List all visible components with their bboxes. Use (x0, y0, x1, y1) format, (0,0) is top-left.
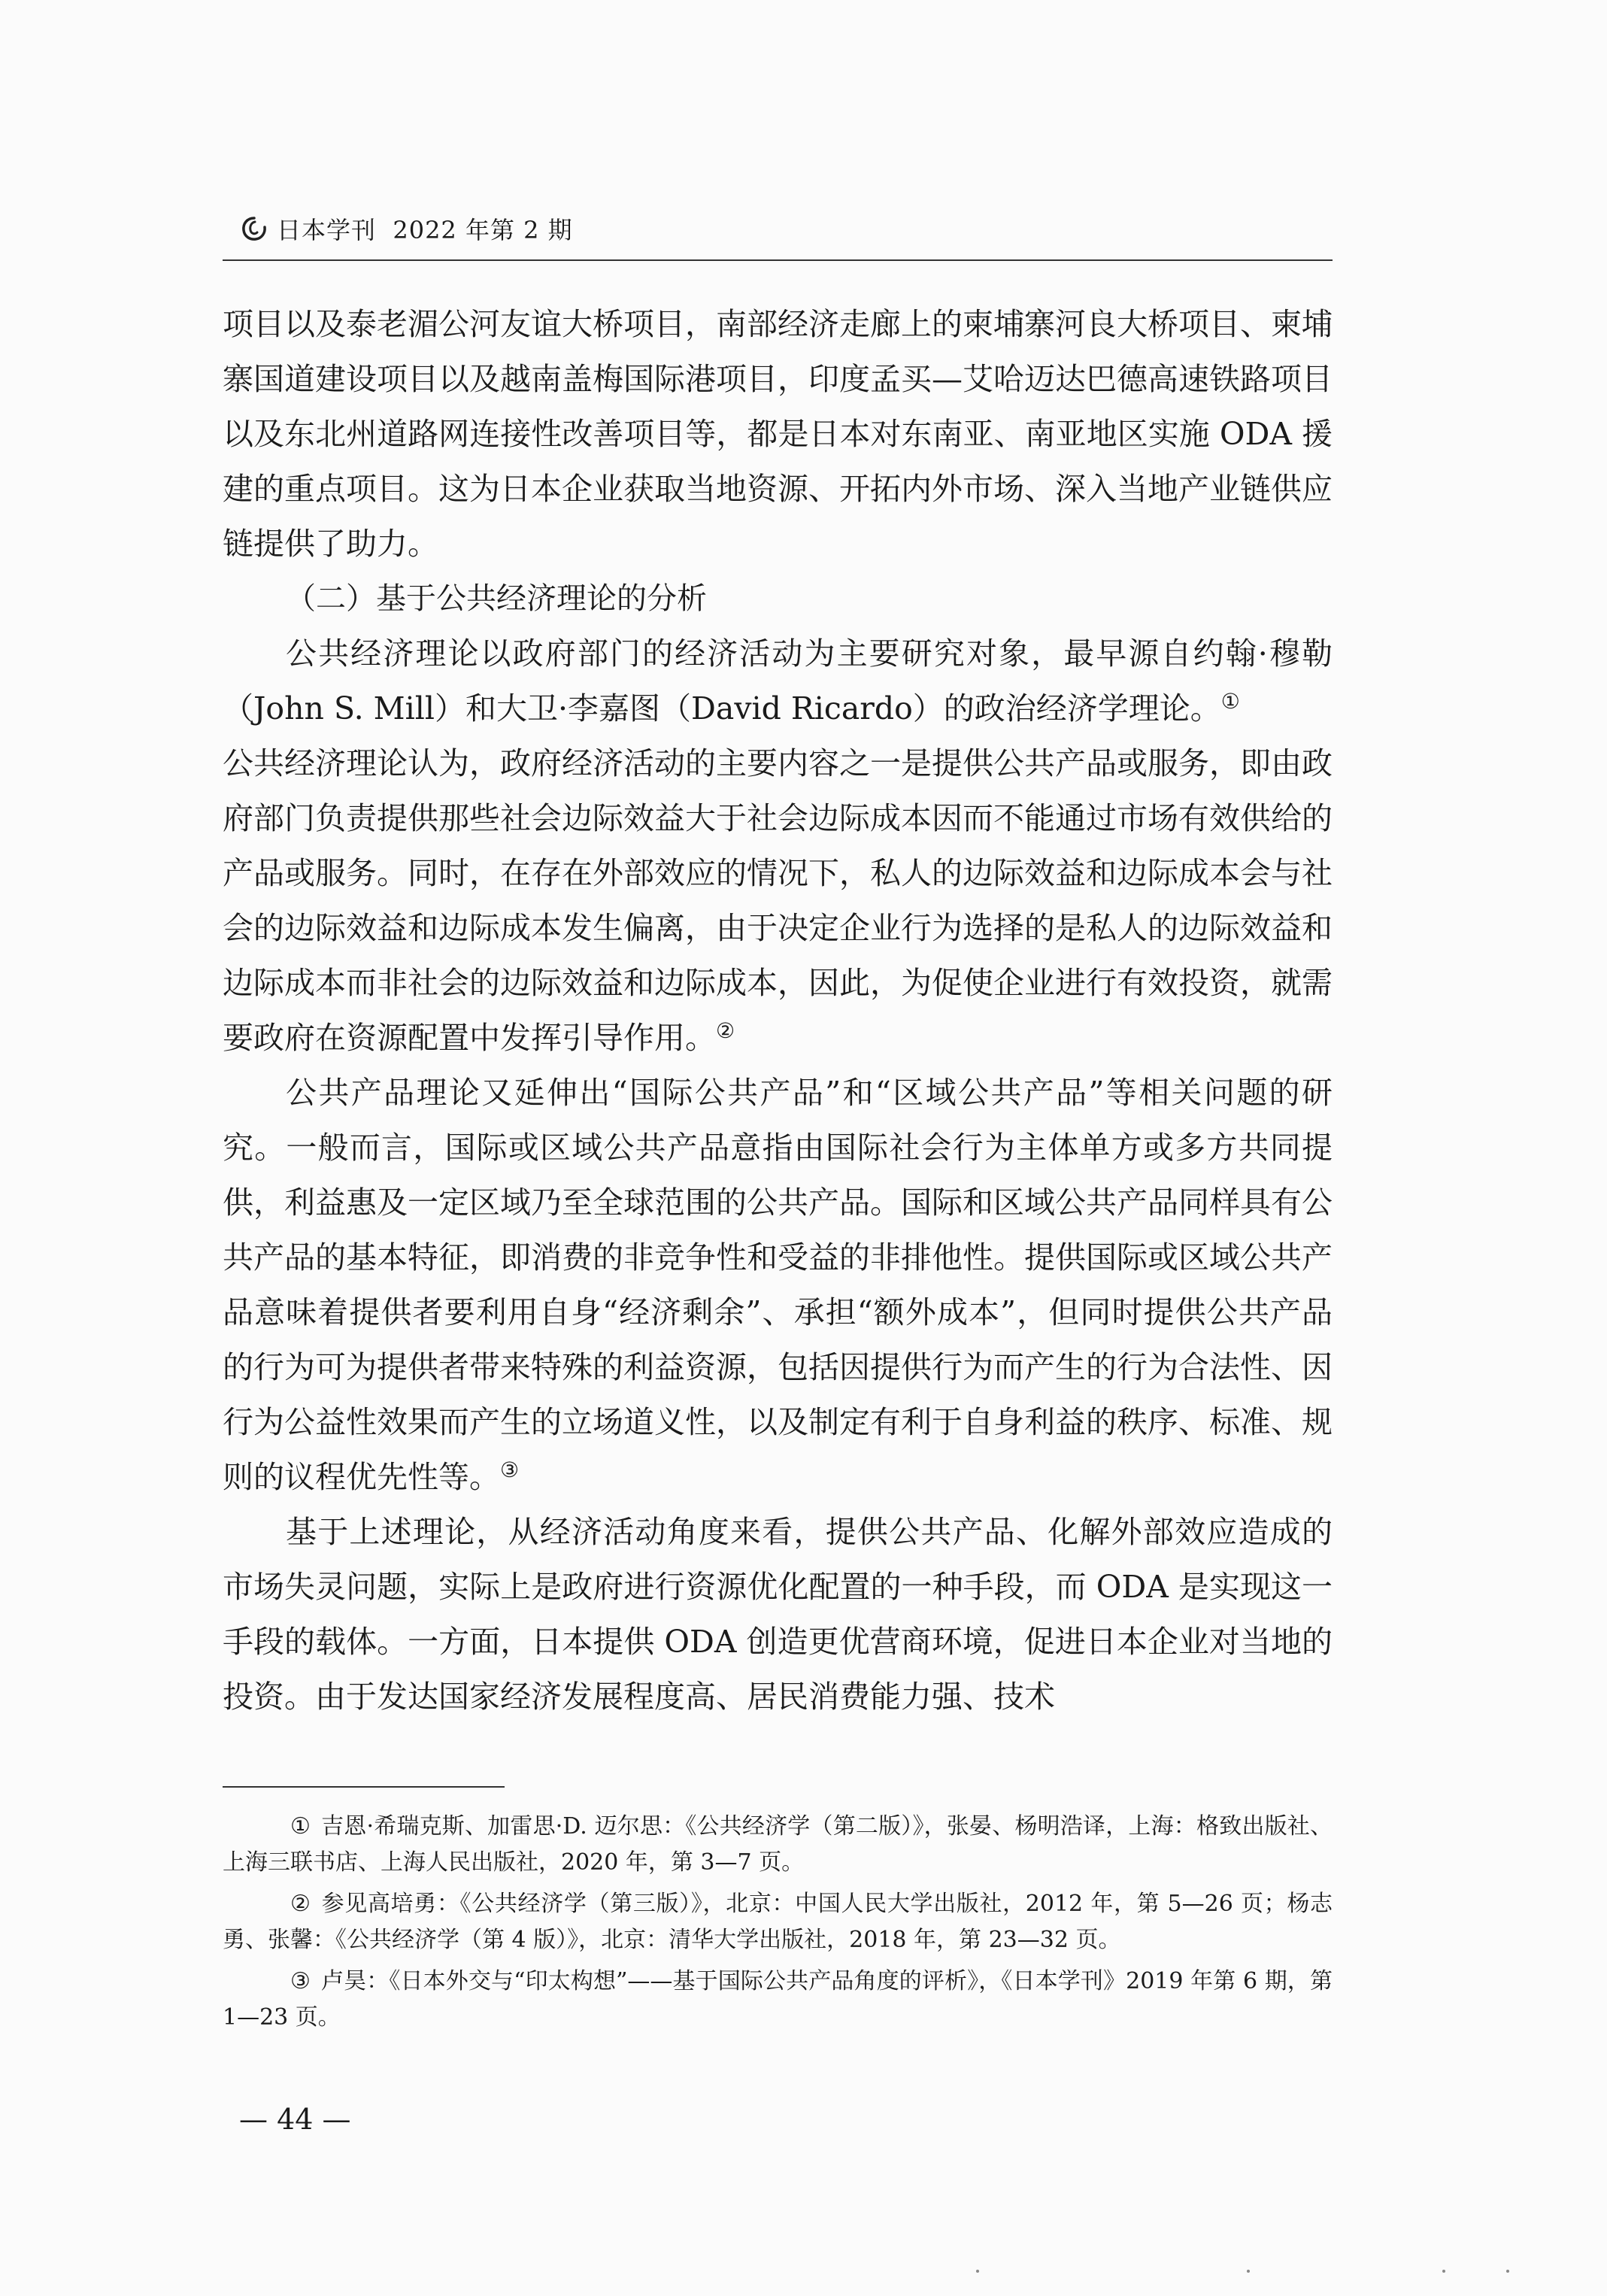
header-divider (223, 259, 1333, 261)
paragraph-text: 公共经济理论认为，政府经济活动的主要内容之一是提供公共产品或服务，即由政府部门负责提供那些社会边际效益大于社会边际成本因而不能通过市场有效供给的产品或服务。同时，在存在外部效应的情况下，私人的边际效益和边际成本会与社会的边际效益和边际成本发生偏离，由于决定企业行为选择的是私人的边际效益和边际成本而非社会的边际效益和边际成本，因此，为促使企业进行有效投资，就需要政府在资源配置中发挥引导作用。 (223, 745, 1333, 1056)
footnote-mark: ③ (290, 1968, 311, 1994)
footnote-reference-2[interactable]: ② (716, 1018, 735, 1043)
footnotes (223, 1809, 1333, 2041)
paragraph-text: 公共经济理论以政府部门的经济活动为主要研究对象，最早源自约翰·穆勒（John S. Mill）和大卫·李嘉图（David Ricardo）的政治经济学理论。 (223, 635, 1333, 726)
paragraph-public-goods (223, 1066, 1333, 1505)
paragraph-text: 公共产品理论又延伸出“国际公共产品”和“区域公共产品”等相关问题的研究。一般而言，国际或区域公共产品意指由国际社会行为主体单方或多方共同提供，利益惠及一定区域乃至全球范围的公共产品。国际和区域公共产品同样具有公共产品的基本特征，即消费的非竞争性和受益的非排他性。提供国际或区域公共产品意味着提供者要利用自身“经济剩余”、承担“额外成本”，但同时提供公共产品的行为可为提供者带来特殊的利益资源，包括因提供行为而产生的行为合法性、因行为公益性效果而产生的立场道义性，以及制定有利于自身利益的秩序、标准、规则的议程优先性等。 (223, 1075, 1333, 1495)
footnote-text: 卢昊：《日本外交与“印太构想”——基于国际公共产品角度的评析》，《日本学刊》2019 年第 6 期，第 1—23 页。 (223, 1968, 1333, 2031)
scan-artifact-dot (976, 2270, 979, 2273)
paragraph-oda-analysis: 基于上述理论，从经济活动角度来看，提供公共产品、化解外部效应造成的市场失灵问题，实际上是政府进行资源优化配置的一种手段，而 ODA 是实现这一手段的载体。一方面，日本提供 ODA 创造更优营商环境，促进日本企业对当地的投资。由于发达国家经济发展程度高、居民消费能力强、技术 (223, 1514, 1333, 1715)
footnote-1 (223, 1809, 1333, 1881)
scan-artifact-dot (1506, 2270, 1509, 2273)
footnote-divider (223, 1786, 505, 1788)
footnote-reference-1[interactable]: ① (1220, 689, 1240, 714)
footnote-2 (223, 1886, 1333, 1958)
footnote-reference-3[interactable]: ③ (500, 1457, 520, 1482)
page-number: — 44 — (239, 2103, 351, 2136)
scan-artifact-dot (1442, 2270, 1445, 2273)
article-body (223, 297, 1333, 1724)
journal-swirl-logo-icon (239, 214, 269, 244)
paragraph-public-economics (223, 626, 1333, 736)
footnote-mark: ② (290, 1891, 311, 1917)
journal-title: 日本学刊 2022 年第 2 期 (277, 216, 573, 244)
running-header (239, 208, 573, 250)
section-heading: （二）基于公共经济理论的分析 (286, 581, 707, 616)
paragraph-public-economics-cont (223, 736, 1333, 1066)
footnote-text: 参见高培勇：《公共经济学（第三版）》，北京：中国人民大学出版社，2012 年，第 5—26 页；杨志勇、张馨：《公共经济学（第 4 版）》，北京：清华大学出版社，2018 年，第 23—32 页。 (223, 1891, 1333, 1953)
footnote-3 (223, 1964, 1333, 2036)
paragraph-continued: 项目以及泰老湄公河友谊大桥项目，南部经济走廊上的柬埔寨河良大桥项目、柬埔寨国道建设项目以及越南盖梅国际港项目，印度孟买—艾哈迈达巴德高速铁路项目以及东北州道路网连接性改善项目等，都是日本对东南亚、南亚地区实施 ODA 援建的重点项目。这为日本企业获取当地资源、开拓内外市场、深入当地产业链供应链提供了助力。 (223, 306, 1333, 562)
footnote-text: 吉恩·希瑞克斯、加雷思·D. 迈尔思：《公共经济学（第二版）》，张晏、杨明浩译，上海：格致出版社、上海三联书店、上海人民出版社，2020 年，第 3—7 页。 (223, 1813, 1333, 1876)
scan-artifact-dot (1247, 2270, 1250, 2273)
footnote-mark: ① (290, 1813, 311, 1840)
